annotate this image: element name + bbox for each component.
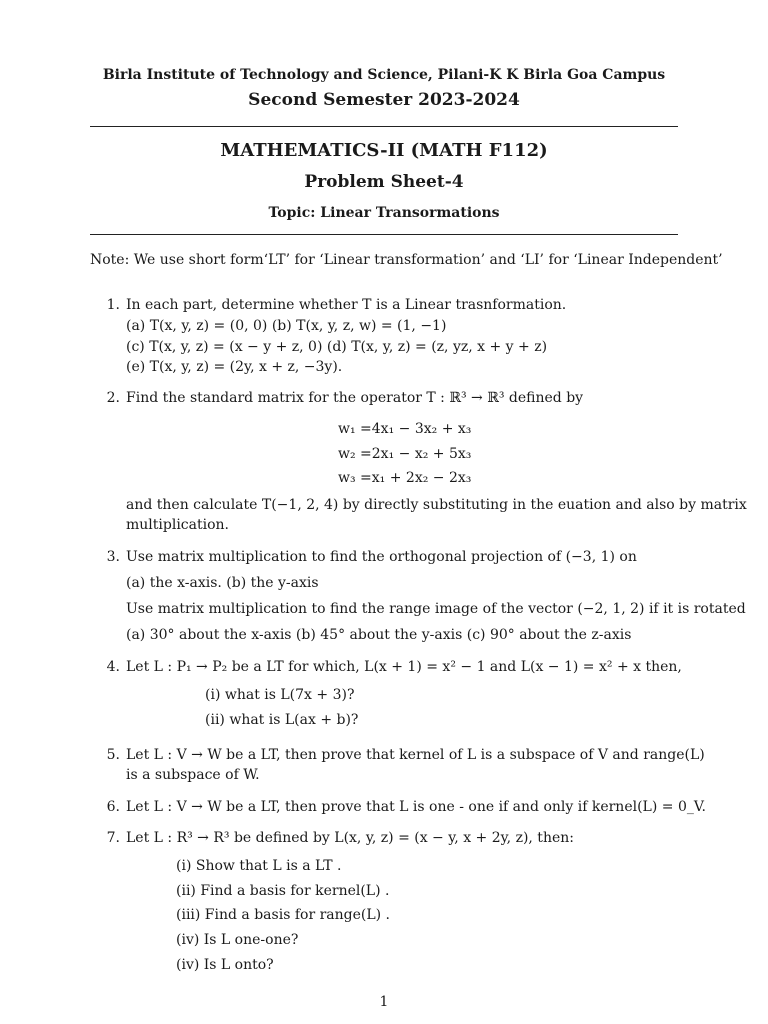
problem-2-line: Find the standard matrix for the operator T : ℝ³ → ℝ³ defined by — [126, 390, 584, 406]
problem-3-line: (a) the x-axis. (b) the y-axis — [126, 575, 319, 591]
problem-4-subpart: (ii) what is L(ax + b)? — [205, 712, 359, 728]
problem-1-line: (a) T(x, y, z) = (0, 0) (b) T(x, y, z, w) = (1, −1) — [126, 318, 447, 334]
problem-2-equation: w₂ =2x₁ − x₂ + 5x₃ — [338, 446, 472, 462]
problem-4-subpart: (i) what is L(7x + 3)? — [205, 687, 355, 703]
problem-6-line: Let L : V → W be a LT, then prove that L is one - one if and only if kernel(L) = 0_V. — [126, 799, 706, 815]
problem-4-number: 4. — [106, 659, 120, 675]
header-rule-bottom — [90, 234, 678, 235]
problem-7-subpart: (ii) Find a basis for kernel(L) . — [176, 883, 390, 899]
problem-5-line: is a subspace of W. — [126, 767, 260, 783]
problem-1-number: 1. — [106, 297, 120, 313]
problem-1-line: (e) T(x, y, z) = (2y, x + z, −3y). — [126, 359, 343, 375]
problem-2-equation: w₁ =4x₁ − 3x₂ + x₃ — [338, 421, 472, 437]
problem-3-number: 3. — [106, 549, 120, 565]
problem-2-line: and then calculate T(−1, 2, 4) by directly substituting in the euation and also by matrix — [126, 497, 747, 513]
problem-7-number: 7. — [106, 830, 120, 846]
problem-5-line: Let L : V → W be a LT, then prove that kernel of L is a subspace of V and range(L) — [126, 747, 705, 763]
problem-3-line: Use matrix multiplication to find the orthogonal projection of (−3, 1) on — [126, 549, 637, 565]
problem-1-line: In each part, determine whether T is a Linear trasnformation. — [126, 297, 567, 313]
problem-6-number: 6. — [106, 799, 120, 815]
course-title: MATHEMATICS-II (MATH F112) — [220, 140, 548, 161]
problem-7-subpart: (iv) Is L one-one? — [176, 932, 299, 948]
problem-7-line: Let L : R³ → R³ be defined by L(x, y, z) = (x − y, x + 2y, z), then: — [126, 830, 574, 846]
problem-7-subpart: (iii) Find a basis for range(L) . — [176, 907, 391, 923]
page-number: 1 — [379, 994, 389, 1010]
problem-7-subpart: (i) Show that L is a LT . — [176, 858, 342, 874]
problem-2-line: multiplication. — [126, 517, 229, 533]
problem-2-equation: w₃ =x₁ + 2x₂ − 2x₃ — [338, 470, 472, 486]
problem-2-number: 2. — [106, 390, 120, 406]
institute-name: Birla Institute of Technology and Science, Pilani-K K Birla Goa Campus — [102, 67, 666, 83]
problem-3-line: Use matrix multiplication to find the range image of the vector (−2, 1, 2) if it is rotated — [126, 601, 746, 617]
problem-4-line: Let L : P₁ → P₂ be a LT for which, L(x + 1) = x² − 1 and L(x − 1) = x² + x then, — [126, 659, 682, 675]
topic-title: Topic: Linear Transormations — [268, 205, 500, 221]
problem-7-subpart: (iv) Is L onto? — [176, 957, 274, 973]
sheet-title: Problem Sheet-4 — [304, 172, 464, 192]
note-text: Note: We use short form‘LT’ for ‘Linear transformation’ and ‘LI’ for ‘Linear Independent’ — [90, 252, 723, 268]
problem-1-line: (c) T(x, y, z) = (x − y + z, 0) (d) T(x, y, z) = (z, yz, x + y + z) — [126, 339, 548, 355]
problem-3-line: (a) 30° about the x-axis (b) 45° about the y-axis (c) 90° about the z-axis — [126, 627, 632, 643]
header-rule-top — [90, 126, 678, 127]
semester-title: Second Semester 2023-2024 — [248, 90, 520, 110]
problem-5-number: 5. — [106, 747, 120, 763]
